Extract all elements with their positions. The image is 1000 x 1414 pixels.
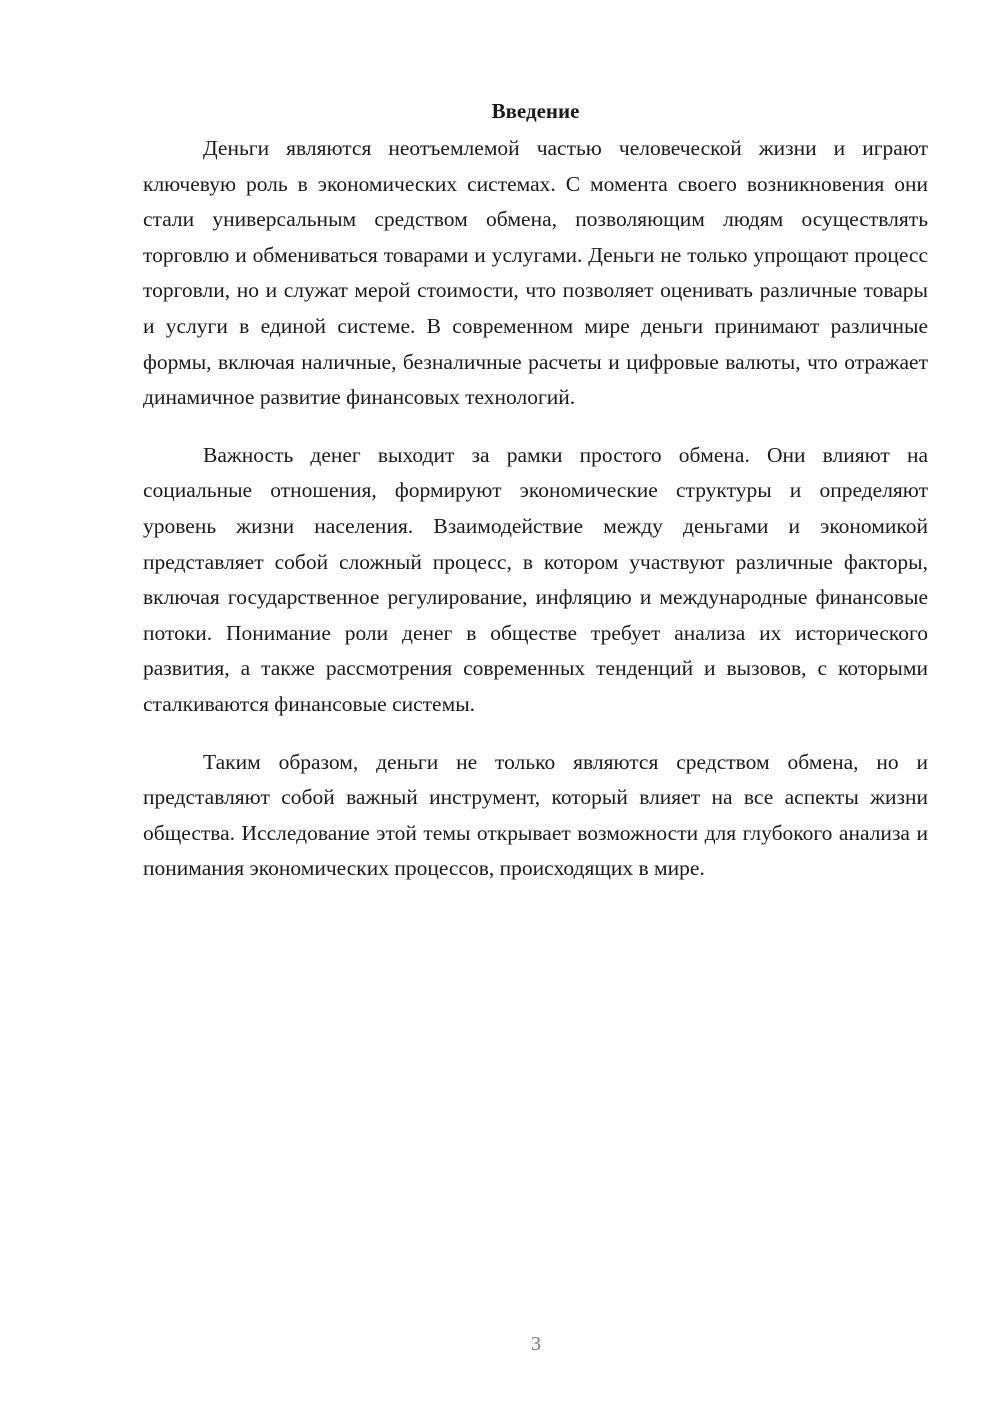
- paragraph-2: Важность денег выходит за рамки простого обмена. Они влияют на социальные отношения, формируют экономические структуры и определяют уровень жизни населения. Взаимодействие между деньгами и экономикой представляет собой сложный процесс, в котором участвуют различные факторы, включая государственное регулирование, инфляцию и международные финансовые потоки. Понимание роли денег в обществе требует анализа их исторического развития, а также рассмотрения современных тенденций и вызовов, с которыми сталкиваются финансовые системы.: [143, 442, 928, 716]
- document-page: [143, 96, 928, 909]
- paragraph-3: Таким образом, деньги не только являются средством обмена, но и представляют собой важный инструмент, который влияет на все аспекты жизни общества. Исследование этой темы открывает возможности для глубокого анализа и понимания экономических процессов, происходящих в мире.: [143, 749, 928, 881]
- section-heading: Введение: [491, 99, 580, 123]
- page-number: 3: [531, 1333, 541, 1355]
- paragraph-1: Деньги являются неотъемлемой частью человеческой жизни и играют ключевую роль в экономических системах. С момента своего возникновения они стали универсальным средством обмена, позволяющим людям осуществлять торговлю и обмениваться товарами и услугами. Деньги не только упрощают процесс торговли, но и служат мерой стоимости, что позволяет оценивать различные товары и услуги в единой системе. В современном мире деньги принимают различные формы, включая наличные, безналичные расчеты и цифровые валюты, что отражает динамичное развитие финансовых технологий.: [143, 136, 928, 410]
